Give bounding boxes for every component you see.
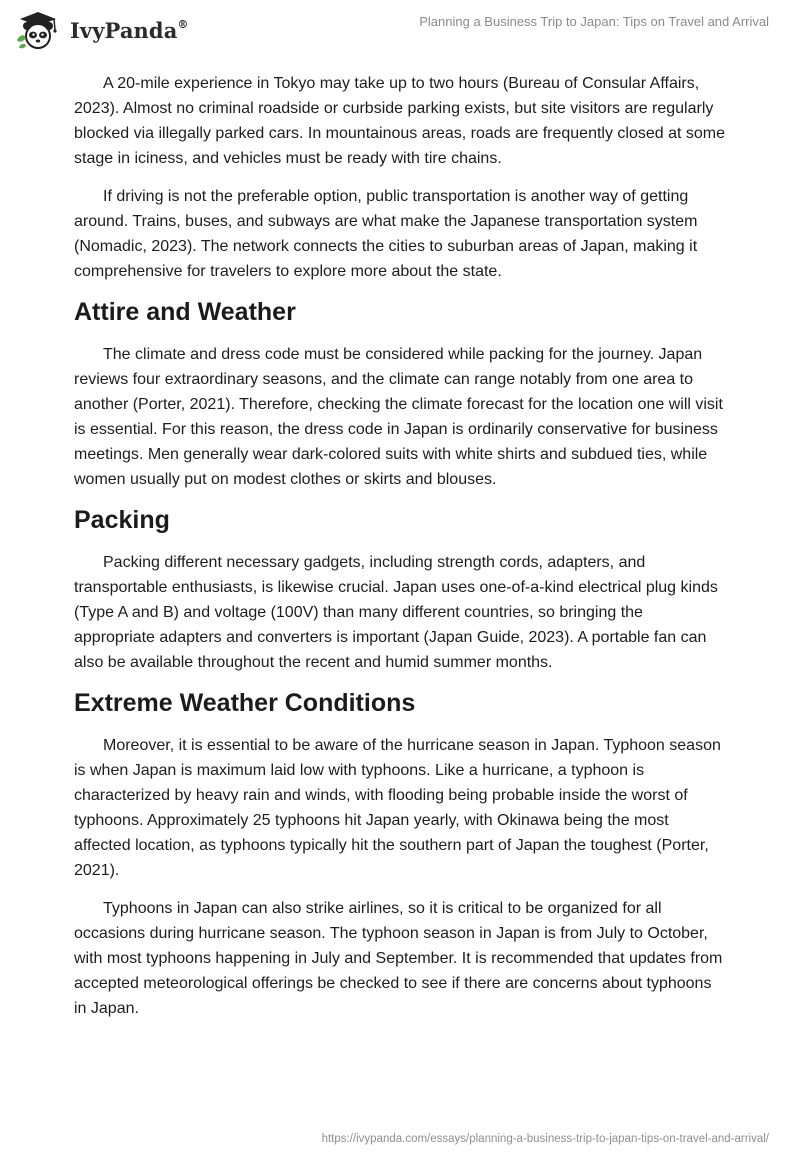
source-url-link[interactable]: https://ivypanda.com/essays/planning-a-business-trip-to-japan-tips-on-travel-and-arrival/ [321,1133,769,1145]
paragraph: Typhoons in Japan can also strike airlines, so it is critical to be organized for all occasions during hurricane season. The typhoon season in Japan is from July to October, with most typhoons happening in July and September. It is recommended that updates from accepted meteorological offerings be checked to see if there are concerns about typhoons in Japan. [74,900,723,1017]
section-heading-extreme-weather: Extreme Weather Conditions [74,689,416,717]
ivypanda-logo[interactable] [14,10,189,50]
essay-content [74,71,726,1034]
paragraph: A 20-mile experience in Tokyo may take up to two hours (Bureau of Consular Affairs, 2023). Almost no criminal roadside or curbside parking exists, but site visitors are regularly blocked via illegally parked cars. In mountainous areas, roads are frequently closed at some stage in iciness, and vehicles must be ready with tire chains. [74,75,726,167]
brand-name: IvyPanda® [70,17,189,43]
section-heading-packing: Packing [74,506,170,534]
page-header [0,0,800,60]
panda-graduate-icon [14,10,62,50]
paragraph: Packing different necessary gadgets, including strength cords, adapters, and transportable enthusiasts, is likewise crucial. Japan uses one-of-a-kind electrical plug kinds (Type A and B) and voltage (100V) than many different countries, so bringing the appropriate adapters and converters is important (Japan Guide, 2023). A portable fan can also be available throughout the recent and humid summer months. [74,554,718,671]
document-title: Planning a Business Trip to Japan: Tips on Travel and Arrival [419,14,769,29]
paragraph: Moreover, it is essential to be aware of the hurricane season in Japan. Typhoon season is when Japan is maximum laid low with typhoons. Like a hurricane, a typhoon is characterized by heavy rain and winds, with flooding being probable inside the worst of typhoons. Approximately 25 typhoons hit Japan yearly, with Okinawa being the most affected location, as typhoons typically hit the southern part of Japan the toughest (Porter, 2021). [74,737,721,879]
paragraph: The climate and dress code must be considered while packing for the journey. Japan reviews four extraordinary seasons, and the climate can range notably from one area to another (Porter, 2021). Therefore, checking the climate forecast for the location one will visit is essential. For this reason, the dress code in Japan is ordinarily conservative for business meetings. Men generally wear dark-colored suits with white shirts and subdued ties, while women usually put on modest clothes or skirts and blouses. [74,346,723,488]
section-heading-attire-weather: Attire and Weather [74,298,296,326]
paragraph: If driving is not the preferable option, public transportation is another way of getting around. Trains, buses, and subways are what make the Japanese transportation system (Nomadic, 2023). The network connects the cities to suburban areas of Japan, making it comprehensive for travelers to explore more about the state. [74,188,698,280]
